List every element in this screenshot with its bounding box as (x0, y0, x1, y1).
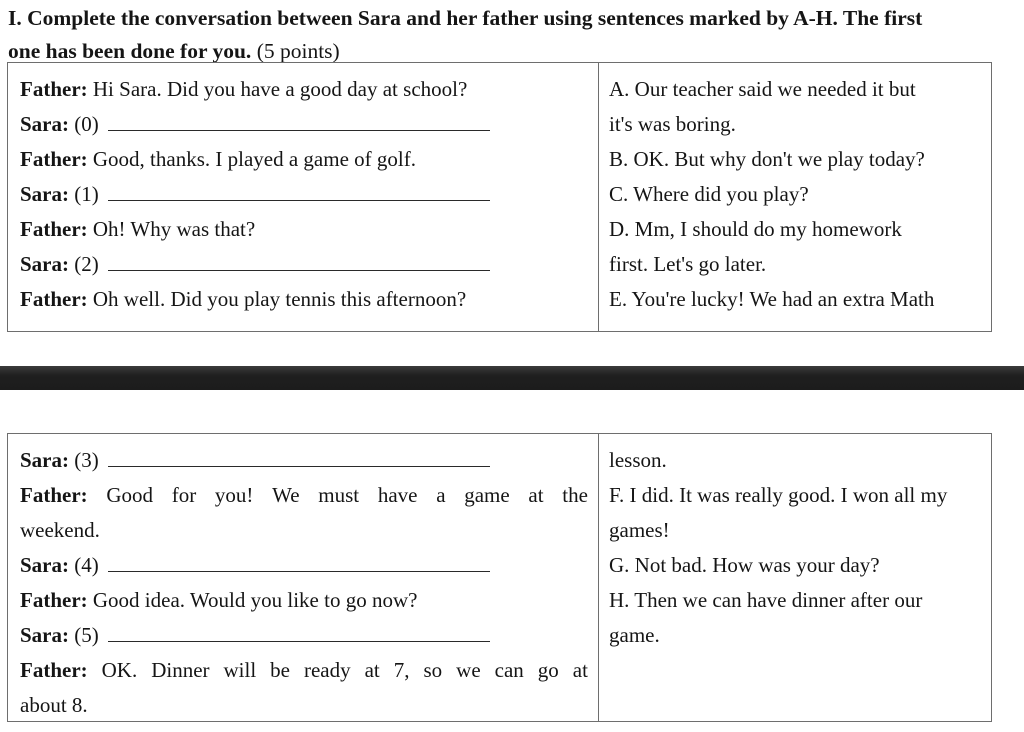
answer-blank[interactable] (108, 268, 490, 271)
options-column (609, 443, 987, 653)
page-separator-band (0, 366, 1024, 390)
answer-blank[interactable] (108, 128, 490, 131)
dialogue-line (20, 583, 588, 618)
option-line: G. Not bad. How was your day? (609, 553, 880, 577)
option-line: first. Let's go later. (609, 252, 767, 276)
word: will (223, 658, 257, 682)
blank-number: (2) (74, 252, 99, 276)
speaker-father: Father: (20, 588, 88, 612)
dialogue-line (20, 548, 588, 583)
word: we (456, 658, 481, 682)
dialogue-text: Hi Sara. Did you have a good day at school? (92, 77, 468, 101)
word: have (377, 483, 418, 507)
speaker-father: Father: (20, 217, 88, 241)
dialogue-text: Good, thanks. I played a game of golf. (92, 147, 416, 171)
dialogue-continuation: weekend. (20, 518, 100, 542)
dialogue-line (20, 212, 588, 247)
dialogue-line (20, 247, 588, 282)
dialogue-line (20, 618, 588, 653)
dialogue-continuation: about 8. (20, 693, 88, 717)
blank-number: (0) (74, 112, 99, 136)
word: 7, (393, 658, 410, 682)
instruction-points: (5 points) (256, 39, 340, 63)
word: go (537, 658, 559, 682)
speaker-sara: Sara: (20, 112, 69, 136)
dialogue-text: Oh well. Did you play tennis this afternoon? (92, 287, 467, 311)
dialogue-line-justified (20, 478, 588, 513)
option-line: A. Our teacher said we needed it but (609, 77, 916, 101)
speaker-father: Father: (20, 483, 88, 507)
option-line: lesson. (609, 448, 667, 472)
speaker-sara: Sara: (20, 623, 69, 647)
word: game (464, 483, 510, 507)
word: Dinner (151, 658, 210, 682)
options-column (609, 72, 987, 317)
blank-number: (3) (74, 448, 99, 472)
option-line: games! (609, 518, 670, 542)
word: a (436, 483, 446, 507)
option-line: D. Mm, I should do my homework (609, 217, 902, 241)
speaker-sara: Sara: (20, 182, 69, 206)
word: We (272, 483, 300, 507)
word: be (270, 658, 290, 682)
answer-blank[interactable] (108, 464, 490, 467)
dialogue-line (20, 72, 588, 107)
blank-number: (4) (74, 553, 99, 577)
exercise-table-part-2 (7, 433, 992, 722)
exercise-table-part-1 (7, 62, 992, 332)
column-divider (598, 434, 599, 721)
dialogue-text: Oh! Why was that? (92, 217, 256, 241)
option-line: H. Then we can have dinner after our (609, 588, 923, 612)
word: must (318, 483, 360, 507)
dialogue-line (20, 177, 588, 212)
option-line: B. OK. But why don't we play today? (609, 147, 925, 171)
word: at (572, 658, 588, 682)
dialogue-line (20, 282, 588, 317)
blank-number: (1) (74, 182, 99, 206)
answer-blank[interactable] (108, 569, 490, 572)
speaker-father: Father: (20, 77, 88, 101)
option-line: it's was boring. (609, 112, 736, 136)
dialogue-line (20, 443, 588, 478)
answer-blank[interactable] (108, 198, 490, 201)
instruction-line-1: I. Complete the conversation between Sara and her father using sentences marked by A-H. The first (8, 6, 923, 30)
dialogue-line (20, 142, 588, 177)
option-line: game. (609, 623, 660, 647)
word: OK. (101, 658, 138, 682)
word: ready (303, 658, 351, 682)
option-line: F. I did. It was really good. I won all my (609, 483, 948, 507)
dialogue-line-justified (20, 653, 588, 688)
option-line: E. You're lucky! We had an extra Math (609, 287, 935, 311)
blank-number: (5) (74, 623, 99, 647)
word: for (171, 483, 197, 507)
option-line: C. Where did you play? (609, 182, 809, 206)
answer-blank[interactable] (108, 639, 490, 642)
speaker-sara: Sara: (20, 553, 69, 577)
dialogue-line (20, 107, 588, 142)
dialogue-column (20, 443, 588, 723)
word: at (364, 658, 380, 682)
instruction-line-2-bold: one has been done for you. (8, 39, 252, 63)
word: Good (106, 483, 154, 507)
word: can (494, 658, 524, 682)
speaker-father: Father: (20, 147, 88, 171)
speaker-father: Father: (20, 287, 88, 311)
speaker-sara: Sara: (20, 448, 69, 472)
word: so (423, 658, 443, 682)
speaker-sara: Sara: (20, 252, 69, 276)
word: you! (214, 483, 254, 507)
dialogue-text: Good idea. Would you like to go now? (92, 588, 418, 612)
word: at (528, 483, 544, 507)
instruction (8, 2, 1024, 68)
dialogue-column (20, 72, 588, 317)
speaker-father: Father: (20, 658, 88, 682)
column-divider (598, 63, 599, 331)
word: the (562, 483, 588, 507)
